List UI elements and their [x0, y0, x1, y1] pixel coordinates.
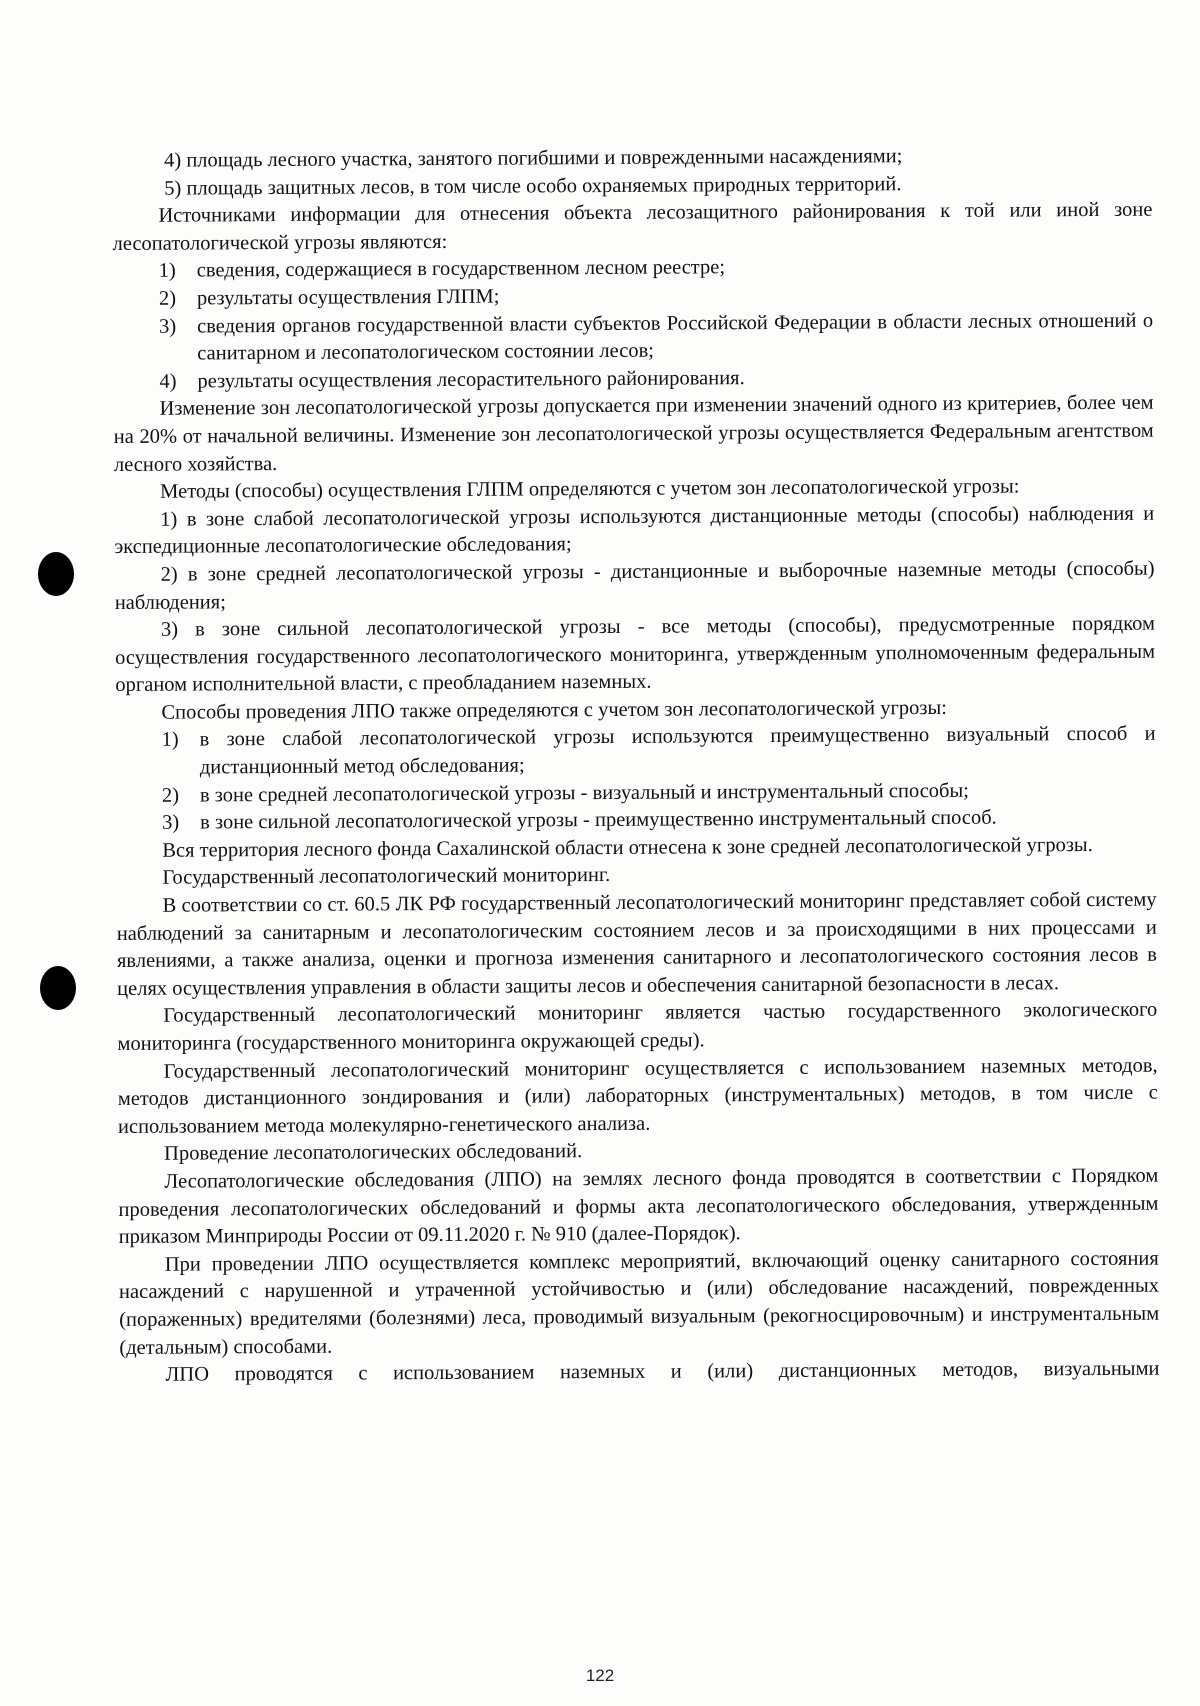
criterion-5: 5) площадь защитных лесов, в том числе особо охраняемых природных территорий.: [164, 172, 902, 200]
list-item-text: результаты осуществления ГЛПМ;: [196, 285, 500, 310]
paragraph-lpo-measures: При проведении ЛПО осуществляется комплекс мероприятий, включающий оценку санитарного состояния насаждений с нарушенной и утраченной устойчивостью и (или) обследование насаждений, поврежденных (пораженных) вредителями (болезнями) леса, проводимый визуальным (рекогносцировочным) и инструментальным (детальным) способами.: [118, 1247, 1160, 1359]
method-3: 3) в зоне сильной лесопатологической угрозы - все методы (способы), предусмотренные порядком осуществления государственного лесопатологического мониторинга, утвержденным уполномоченным федеральным органом исполнительной власти, с преобладанием наземных.: [115, 612, 1156, 697]
paragraph-part-of: Государственный лесопатологический мониторинг является частью государственного экологического мониторинга (государственного мониторинга окружающей среды).: [117, 999, 1158, 1055]
paragraph-sakhalin: Вся территория лесного фонда Сахалинской области отнесена к зоне средней лесопатологической угрозы.: [162, 833, 1093, 862]
list-item-number: 4): [159, 370, 177, 393]
paragraph-methods: Методы (способы) осуществления ГЛПМ определяются с учетом зон лесопатологической угрозы:: [160, 475, 1020, 503]
section-heading: Проведение лесопатологических обследований.: [164, 1140, 583, 1166]
list-item-number: 3): [159, 315, 177, 338]
paragraph-lpo-ways: Способы проведения ЛПО также определяются с учетом зон лесопатологической угрозы:: [161, 696, 948, 724]
list-item-text: в зоне сильной лесопатологической угрозы - преимущественно инструментальный способ.: [200, 806, 997, 834]
list-item-number: 2): [161, 784, 180, 807]
list-item-text: сведения органов государственной власти субъектов Российской Федерации в области лесных отношений о санитарном и лесопатологическом состоянии лесов;: [197, 309, 1154, 365]
paragraph-zone-change: Изменение зон лесопатологической угрозы допускается при изменении значений одного из критериев, более чем на 20% от начальной величины. Изменение зон лесопатологической угрозы осуществляется Федеральным агентством лесного хозяйства.: [113, 391, 1154, 476]
paragraph-sources: Источниками информации для отнесения объекта лесозащитного районирования к той или иной зоне лесопатологической угрозы являются:: [112, 198, 1153, 255]
list-item-text: в зоне слабой лесопатологической угрозы используются преимущественно визуальный способ и дистанционный метод обследования;: [199, 723, 1156, 779]
punch-hole-mark: [40, 966, 76, 1010]
method-1: 1) в зоне слабой лесопатологической угрозы используются дистанционные методы (способы) наблюдения и экспедиционные лесопатологические обследования;: [114, 502, 1155, 559]
paragraph-lpo-order: Лесопатологические обследования (ЛПО) на землях лесного фонда проводятся в соответствии с Порядком проведения лесопатологических обследований и формы акта лесопатологического обследования, утвержденным приказом Минприроды России от 09.11.2020 г. № 910 (далее-Порядок).: [118, 1164, 1159, 1249]
list-item-text: результаты осуществления лесорастительного районирования.: [197, 366, 745, 393]
list-item-number: 3): [162, 811, 180, 834]
paragraph-lpo-methods: ЛПО проводятся с использованием наземных и (или) дистанционных методов, визуальными: [165, 1357, 1160, 1386]
list-item-text: в зоне средней лесопатологической угрозы - визуальный и инструментальный способы;: [199, 779, 969, 807]
paragraph-monitoring-methods: Государственный лесопатологический мониторинг осуществляется с использованием наземных методов, методов дистанционного зондирования и (или) лабораторных (инструментальных) методов, в том числе с использованием метода молекулярно-генетического анализа.: [117, 1054, 1158, 1138]
criterion-4: 4) площадь лесного участка, занятого погибшими и поврежденными насаждениями;: [164, 145, 903, 172]
list-item-text: сведения, содержащиеся в государственном лесном реестре;: [196, 256, 726, 282]
document-body: [112, 142, 1160, 1390]
method-2: 2) в зоне средней лесопатологической угрозы - дистанционные и выборочные наземные методы (способы) наблюдения;: [114, 557, 1155, 614]
list-item: [116, 721, 1156, 783]
list-item-number: 1): [158, 259, 176, 283]
page-number: 122: [585, 1666, 615, 1685]
list-item-number: 1): [161, 729, 179, 752]
list-item: [113, 307, 1153, 369]
section-heading: Государственный лесопатологический мониторинг.: [162, 864, 611, 890]
paragraph-definition: В соответствии со ст. 60.5 ЛК РФ государственный лесопатологический мониторинг представляет собой систему наблюдений за санитарным и лесопатологическим состоянием лесов и за происходящими в них процессами и явлениями, а также анализа, оценки и прогноза изменения санитарного и лесопатологического состояния лесов в целях осуществления управления в области защиты лесов и обеспечения санитарной безопасности в лесах.: [116, 888, 1158, 1000]
punch-hole-mark: [38, 552, 74, 596]
list-item-number: 2): [158, 287, 177, 310]
